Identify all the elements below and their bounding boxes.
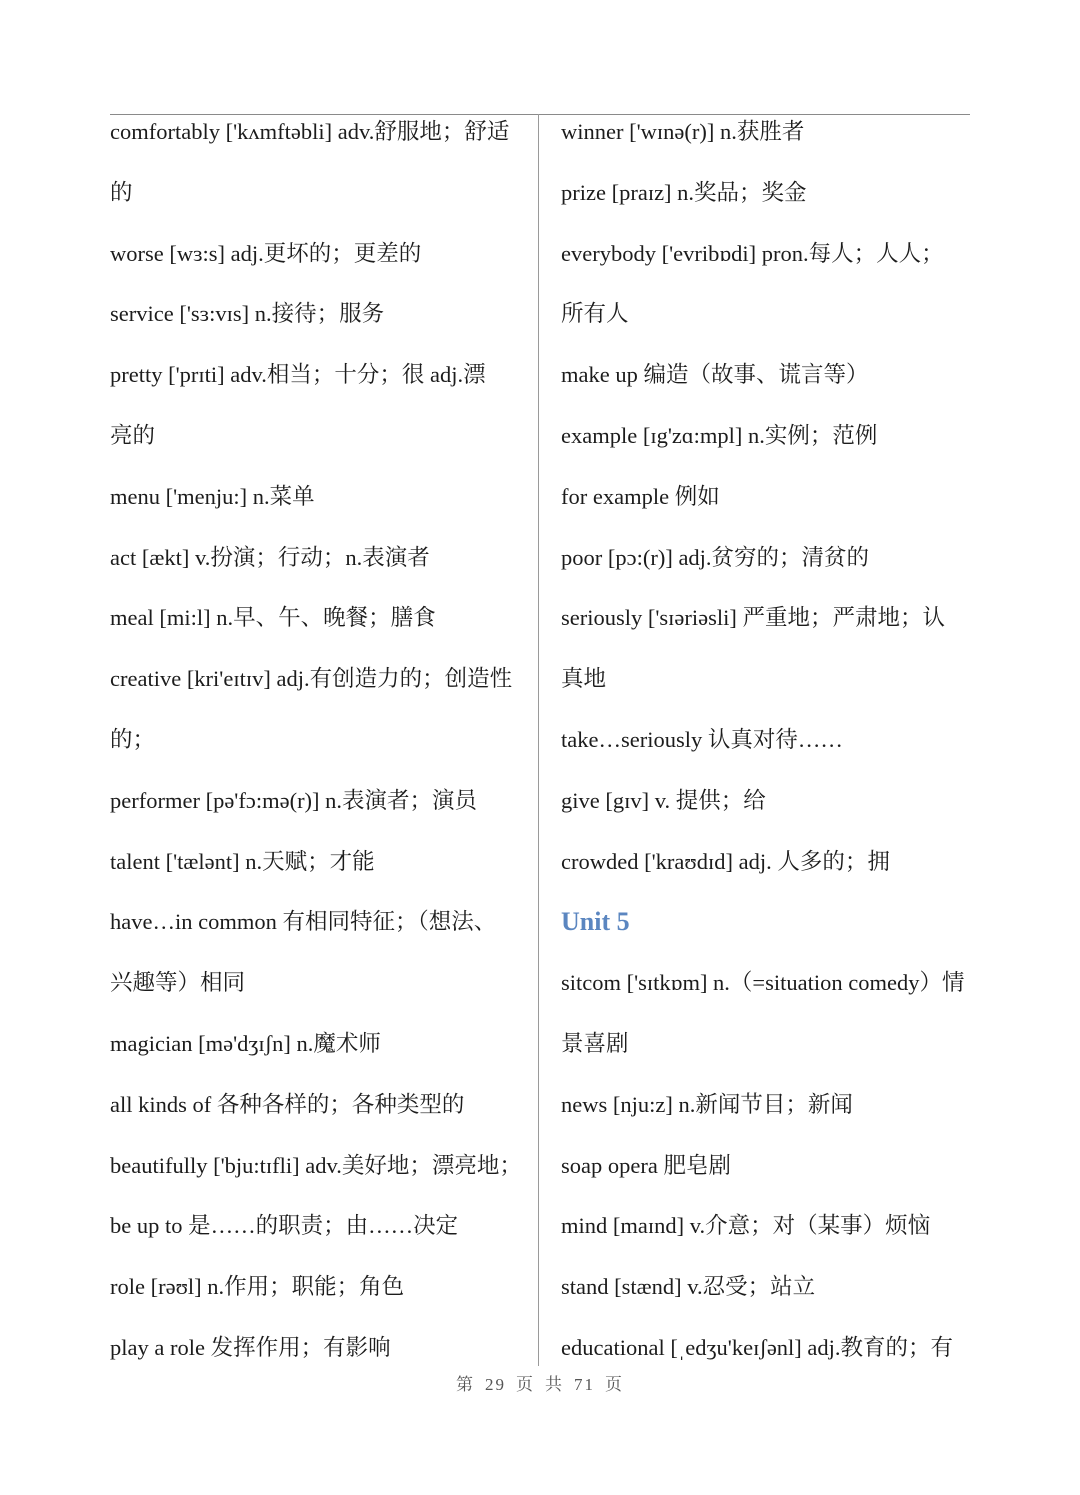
current-page-number: 29	[485, 1375, 506, 1394]
vocab-line: 的	[110, 179, 133, 205]
vocab-line: sitcom ['sɪtkɒm] n.（=situation comedy）情	[561, 970, 965, 996]
vocab-line: for example 例如	[561, 483, 720, 509]
vocab-line: be up to 是……的职责；由……决定	[110, 1213, 459, 1239]
vocab-line: make up 编造（故事、谎言等）	[561, 362, 869, 388]
vocab-line: stand [stænd] v.忍受；站立	[561, 1274, 816, 1300]
vocab-line: talent ['tælənt] n.天赋；才能	[110, 848, 375, 874]
column-divider	[538, 114, 539, 1366]
vocab-line: news [nju:z] n.新闻节目；新闻	[561, 1091, 853, 1117]
unit-heading: Unit 5	[561, 907, 630, 937]
vocab-line: menu ['menju:] n.菜单	[110, 483, 315, 509]
vocab-line: seriously ['sɪəriəsli] 严重地；严肃地；认	[561, 605, 946, 631]
vocab-line: prize [praɪz] n.奖品；奖金	[561, 179, 807, 205]
vocab-line: winner ['wɪnə(r)] n.获胜者	[561, 119, 805, 144]
vocab-line: all kinds of 各种各样的；各种类型的	[110, 1091, 465, 1117]
vocab-line: 所有人	[561, 301, 629, 327]
vocab-line: play a role 发挥作用；有影响	[110, 1334, 391, 1360]
page-footer	[0, 1370, 1080, 1395]
vocab-line: worse [wɜ:s] adj.更坏的；更差的	[110, 240, 422, 266]
vocab-line: have…in common 有相同特征；（想法、	[110, 909, 497, 935]
vocab-line: meal [mi:l] n.早、午、晚餐；膳食	[110, 605, 436, 631]
vocab-line: mind [maɪnd] v.介意；对（某事）烦恼	[561, 1213, 931, 1239]
vocab-line: 真地	[561, 666, 607, 692]
vocab-line: pretty ['prɪti] adv.相当；十分；很 adj.漂	[110, 362, 486, 388]
footer-prefix: 第	[456, 1375, 475, 1394]
vocab-line: everybody ['evribɒdi] pron.每人；人人；	[561, 240, 944, 266]
vocab-line: take…seriously 认真对待……	[561, 726, 843, 752]
footer-suffix: 页	[605, 1375, 624, 1394]
vocab-line: 的；	[110, 726, 156, 752]
vocab-line: 景喜剧	[561, 1030, 629, 1056]
vocab-line: crowded ['kraʊdɪd] adj. 人多的；拥	[561, 848, 890, 874]
vocab-line: 兴趣等）相同	[110, 970, 246, 996]
right-column	[561, 102, 973, 1379]
left-column	[110, 102, 530, 1379]
vocab-line: comfortably ['kʌmftəbli] adv.舒服地；舒适	[110, 119, 510, 144]
vocab-line: performer [pə'fɔ:mə(r)] n.表演者；演员	[110, 787, 478, 813]
vocab-line: educational [ˌedʒu'keɪʃənl] adj.教育的；有	[561, 1334, 954, 1360]
vocab-line: give [gɪv] v. 提供；给	[561, 787, 766, 813]
footer-page-word: 页	[516, 1375, 535, 1394]
vocab-line: example [ɪg'zɑ:mpl] n.实例；范例	[561, 422, 878, 448]
vocab-line: act [ækt] v.扮演；行动；n.表演者	[110, 544, 430, 570]
vocab-line: poor [pɔ:(r)] adj.贫穷的；清贫的	[561, 544, 870, 570]
vocab-line: creative [kri'eɪtɪv] adj.有创造力的；创造性	[110, 666, 513, 692]
vocab-line: magician [mə'dʒɪʃn] n.魔术师	[110, 1030, 381, 1056]
vocab-line: soap opera 肥皂剧	[561, 1152, 731, 1178]
vocab-line: 亮的	[110, 422, 156, 448]
vocab-line: role [rəʊl] n.作用；职能；角色	[110, 1274, 405, 1300]
total-pages-number: 71	[574, 1375, 595, 1394]
vocab-line: beautifully ['bju:tɪfli] adv.美好地；漂亮地；	[110, 1152, 522, 1178]
footer-total-prefix: 共	[545, 1375, 564, 1394]
vocab-line: service ['sɜ:vɪs] n.接待；服务	[110, 301, 385, 327]
